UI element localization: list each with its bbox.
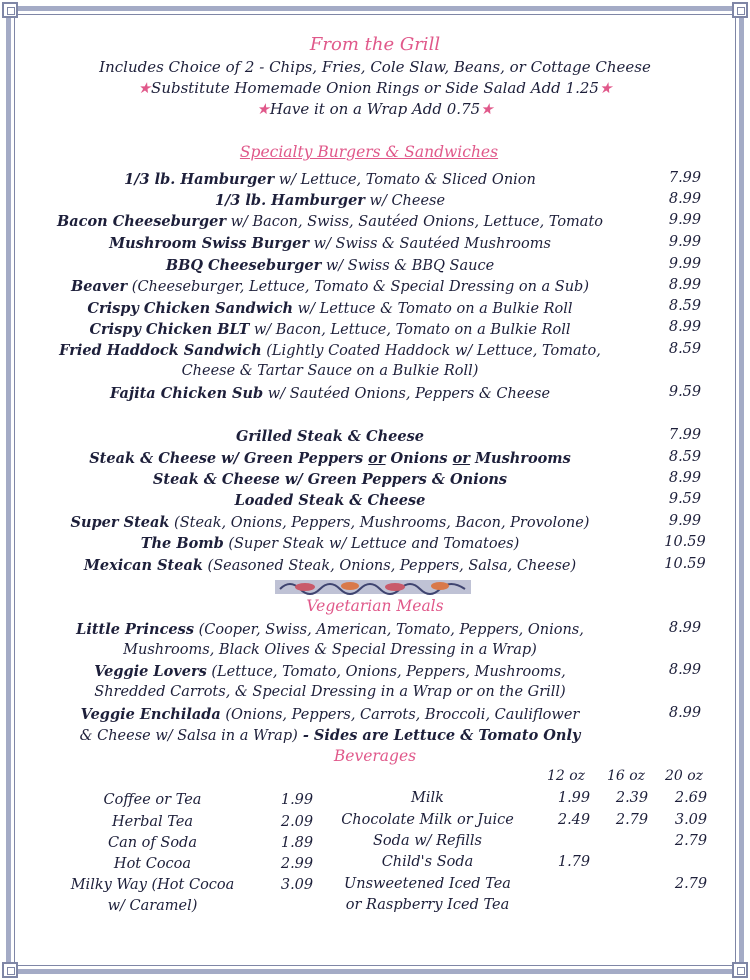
item-price: 8.59: [668, 449, 702, 465]
item-name: Mexican Steak: [83, 557, 203, 574]
item-name: Grilled Steak & Cheese: [236, 428, 424, 445]
item-name: Fried Haddock Sandwich: [59, 342, 262, 359]
item-name: The Bomb: [140, 535, 224, 552]
size-header-20oz: 20 oz: [664, 768, 704, 784]
item-price: 9.59: [668, 491, 702, 507]
item-name: Mushroom Swiss Burger: [109, 235, 310, 252]
beverage-price-12oz: 2.49: [557, 812, 591, 828]
size-header-16oz: 16 oz: [606, 768, 646, 784]
corner-ornament: [732, 962, 748, 978]
beverage-name: Milk: [411, 790, 444, 806]
star-icon: ★: [137, 79, 152, 97]
item-description: w/ Swiss & BBQ Sauce: [321, 258, 495, 274]
beverage-name: Milky Way (Hot Cocoa: [70, 877, 235, 893]
item-description: (Super Steak w/ Lettuce and Tomatoes): [223, 536, 520, 552]
item-note: - Sides are Lettuce & Tomato Only: [297, 727, 581, 744]
item-description: w/ Bacon, Swiss, Sautéed Onions, Lettuce, Tomato: [225, 214, 604, 230]
menu-item-name: [30, 619, 630, 641]
beverage-price-20oz: 3.09: [674, 812, 708, 828]
intro-line-sides: Includes Choice of 2 - Chips, Fries, Cole Slaw, Beans, or Cottage Cheese: [99, 58, 651, 76]
item-description: w/ Swiss & Sautéed Mushrooms: [309, 236, 551, 252]
item-name: Steak & Cheese w/ Green Peppers: [89, 450, 369, 467]
beverage-price-12oz: 1.99: [557, 790, 591, 806]
item-description: (Cooper, Swiss, American, Tomato, Peppers, Onions,: [193, 622, 584, 638]
menu-item-name: [30, 490, 630, 512]
beverage-price-20oz: 2.69: [674, 790, 708, 806]
beverage-price-20oz: 2.79: [674, 833, 708, 849]
item-name-or: or: [368, 450, 386, 467]
beverage-name: Unsweetened Iced Tea: [344, 876, 511, 892]
item-name: Loaded Steak & Cheese: [234, 492, 426, 509]
item-name: Veggie Lovers: [94, 663, 207, 680]
menu-item-name: [30, 661, 630, 683]
item-price: 8.59: [668, 298, 702, 314]
item-price: 8.99: [668, 620, 702, 636]
menu-item-name: [30, 190, 630, 212]
item-description: (Seasoned Steak, Onions, Peppers, Salsa, Cheese): [202, 558, 577, 574]
item-name: Mushrooms: [469, 450, 571, 467]
item-name: 1/3 lb. Hamburger: [124, 171, 275, 188]
beverage-name-continued: w/ Caramel): [107, 898, 198, 914]
beverage-name: Can of Soda: [108, 835, 197, 851]
beverage-name-continued: or Raspberry Iced Tea: [345, 897, 510, 913]
item-price: 9.59: [668, 384, 702, 400]
item-name: Beaver: [71, 278, 128, 295]
item-name: BBQ Cheeseburger: [165, 257, 322, 274]
beverage-price: 1.99: [280, 792, 314, 808]
menu-item-name: [30, 319, 630, 341]
item-name: Crispy Chicken Sandwich: [87, 300, 294, 317]
item-description: w/ Lettuce, Tomato & Sliced Onion: [274, 172, 536, 188]
item-description-continued: Cheese & Tartar Sauce on a Bulkie Roll): [181, 363, 479, 379]
menu-item-name: [30, 383, 630, 405]
item-price: 8.99: [668, 662, 702, 678]
intro-line-wrap: ★Have it on a Wrap Add 0.75★: [256, 100, 494, 118]
beverage-name: Coffee or Tea: [103, 792, 202, 808]
item-name: Crispy Chicken BLT: [89, 321, 250, 338]
corner-ornament: [732, 2, 748, 18]
menu-item-name: [30, 426, 630, 448]
beverage-price-16oz: 2.39: [615, 790, 649, 806]
item-description: (Steak, Onions, Peppers, Mushrooms, Bacon, Provolone): [169, 515, 590, 531]
menu-item-name: [30, 533, 630, 555]
item-description: (Onions, Peppers, Carrots, Broccoli, Cauliflower: [220, 707, 580, 723]
item-description: (Cheeseburger, Lettuce, Tomato & Special Dressing on a Sub): [127, 279, 589, 295]
menu-title: From the Grill: [309, 34, 441, 55]
menu-item-name: [30, 298, 630, 320]
section-title-vegetarian: Vegetarian Meals: [306, 597, 444, 615]
item-description: Mushrooms, Black Olives & Special Dressing in a Wrap): [123, 642, 537, 658]
item-price: 9.99: [668, 513, 702, 529]
menu-item-name: [30, 340, 630, 362]
item-description-continued: [30, 725, 630, 747]
item-description: w/ Cheese: [364, 193, 446, 209]
item-price: 9.99: [668, 234, 702, 250]
menu-item-name: [30, 276, 630, 298]
item-price: 10.59: [664, 556, 706, 572]
item-name: Super Steak: [70, 514, 170, 531]
menu-item-name: [30, 704, 630, 726]
menu-item-name: [30, 555, 630, 577]
star-icon: ★: [598, 79, 613, 97]
item-name: 1/3 lb. Hamburger: [214, 192, 365, 209]
item-price: 8.99: [668, 319, 702, 335]
beverage-name: Hot Cocoa: [113, 856, 192, 872]
item-description: Shredded Carrots, & Special Dressing in a Wrap or on the Grill): [94, 684, 566, 700]
item-description-continued: [30, 640, 630, 661]
beverage-price: 2.09: [280, 814, 314, 830]
section-title-beverages: Beverages: [333, 747, 417, 765]
menu-item-name: [30, 512, 630, 534]
item-description: w/ Lettuce & Tomato on a Bulkie Roll: [293, 301, 573, 317]
beverage-price: 2.99: [280, 856, 314, 872]
star-icon: ★: [480, 100, 494, 118]
item-name: Onions: [385, 450, 453, 467]
beverage-name: Child's Soda: [381, 854, 474, 870]
item-name: Veggie Enchilada: [80, 706, 221, 723]
item-price: 9.99: [668, 256, 702, 272]
corner-ornament: [2, 962, 18, 978]
item-price: 8.99: [668, 470, 702, 486]
item-price: 9.99: [668, 212, 702, 228]
menu-item-name: [30, 169, 630, 191]
beverage-price-20oz: 2.79: [674, 876, 708, 892]
item-name-or: or: [452, 450, 470, 467]
ornament-divider: [275, 577, 471, 597]
beverage-price-16oz: 2.79: [615, 812, 649, 828]
menu-item-name: [30, 469, 630, 491]
item-description-continued: [30, 682, 630, 703]
item-price: 7.99: [668, 427, 702, 443]
item-description: (Lettuce, Tomato, Onions, Peppers, Mushrooms,: [206, 664, 566, 680]
size-header-12oz: 12 oz: [546, 768, 586, 784]
item-name: Fajita Chicken Sub: [109, 385, 264, 402]
item-name: Little Princess: [76, 621, 194, 638]
item-price: 8.99: [668, 705, 702, 721]
intro-line-substitute: ★Substitute Homemade Onion Rings or Side Salad Add 1.25★: [137, 79, 613, 97]
menu-item-name: [30, 233, 630, 255]
item-price: 8.59: [668, 341, 702, 357]
item-price: 8.99: [668, 191, 702, 207]
item-name: Bacon Cheeseburger: [56, 213, 226, 230]
item-description: & Cheese w/ Salsa in a Wrap): [79, 728, 298, 744]
beverage-name: Soda w/ Refills: [373, 833, 482, 849]
menu-item-name: [30, 255, 630, 277]
section-title-burgers: Specialty Burgers & Sandwiches: [239, 143, 499, 161]
beverage-name: Chocolate Milk or Juice: [341, 812, 514, 828]
item-price: 7.99: [668, 170, 702, 186]
item-description: w/ Bacon, Lettuce, Tomato on a Bulkie Roll: [249, 322, 571, 338]
beverage-price: 1.89: [280, 835, 314, 851]
menu-item-name: [30, 448, 630, 470]
item-description: w/ Sautéed Onions, Peppers & Cheese: [263, 386, 551, 402]
beverage-price: 3.09: [280, 877, 314, 893]
beverage-name: Herbal Tea: [111, 814, 194, 830]
item-price: 10.59: [664, 534, 706, 550]
item-name: Steak & Cheese w/ Green Peppers & Onions: [152, 471, 508, 488]
beverage-price-12oz: 1.79: [557, 854, 591, 870]
item-description: (Lightly Coated Haddock w/ Lettuce, Tomato,: [261, 343, 601, 359]
corner-ornament: [2, 2, 18, 18]
menu-item-name: [30, 211, 630, 233]
star-icon: ★: [256, 100, 270, 118]
item-price: 8.99: [668, 277, 702, 293]
